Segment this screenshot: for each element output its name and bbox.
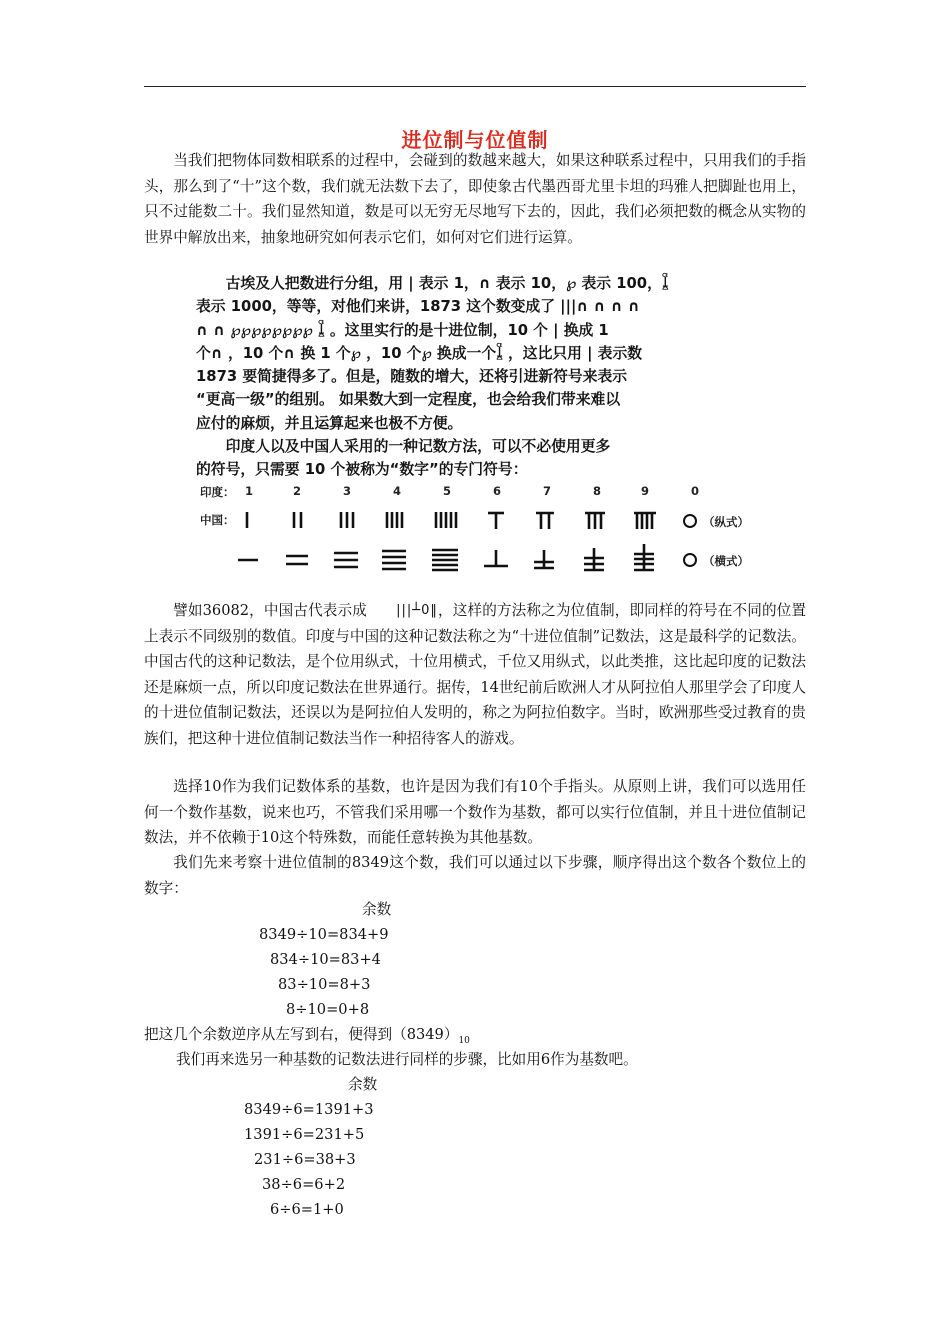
calc6-line: 1391÷6=231+5 <box>244 1126 365 1143</box>
calc10-line: 83÷10=8+3 <box>278 976 371 993</box>
scan-line: 的符号，只需要 10 个被称为“数字”的专门符号： <box>196 461 528 479</box>
calc6-line: 6÷6=1+0 <box>270 1201 344 1218</box>
remainder-label: 余数 <box>362 901 392 918</box>
paragraph-base-choice: 选择10作为我们记数体系的基数，也许是因为我们有10个手指头。从原则上讲，我们可以选用任何一个数作基数，说来也巧，不管我们采用哪一个数作为基数，都可以实行位值制，并且十进位值制记数法，并不依赖于10这个特殊数，而能任意转换为其他基数。 <box>144 778 806 846</box>
rod-horizontal-4 <box>382 551 406 569</box>
india-digit-6: 6 <box>492 484 501 498</box>
calc10-line: 8÷10=0+8 <box>286 1001 370 1018</box>
numeral-table <box>200 484 780 580</box>
rod-horizontal-2 <box>286 556 308 564</box>
rod-horizontal-9 <box>634 544 654 570</box>
scan-line: 应付的麻烦，并且运算起来也极不方便。 <box>196 414 463 432</box>
india-digit-3: 3 <box>342 484 351 498</box>
calc6-line: 38÷6=6+2 <box>262 1176 346 1193</box>
example-prefix: 譬如36082，中国古代表示成 <box>173 602 367 619</box>
rod-vertical-0 <box>684 515 696 527</box>
rod-vertical-4 <box>387 512 402 528</box>
remainder-label-2: 余数 <box>348 1076 378 1093</box>
india-digit-7: 7 <box>542 484 551 498</box>
rod-horizontal-3 <box>334 553 358 567</box>
rod-vertical-6 <box>488 513 504 529</box>
rod-numerals <box>200 484 780 580</box>
calc6-line: 8349÷6=1391+3 <box>244 1101 374 1118</box>
rod-horizontal-8 <box>584 548 604 570</box>
rod-horizontal-6 <box>484 550 508 566</box>
china-label: 中国： <box>200 513 235 527</box>
rod-vertical-8 <box>585 513 605 529</box>
page-title: 进位制与位值制 <box>401 128 549 152</box>
rod-vertical-5 <box>436 512 456 528</box>
scan-line: 1873 要简捷得多了。但是，随数的增大，还将引进新符号来表示 <box>196 368 628 386</box>
india-digit-8: 8 <box>592 484 601 498</box>
india-digit-0: 0 <box>690 484 699 498</box>
india-digit-1: 1 <box>244 484 253 498</box>
scan-line: 表示 1000，等等，对他们来讲，1873 这个数变成了 |||∩ ∩ ∩ ∩ <box>196 298 640 316</box>
calc6-line: 231÷6=38+3 <box>254 1151 356 1168</box>
rod-vertical-3 <box>341 512 353 528</box>
scan-line: 古埃及人把数进行分组，用 | 表示 1，∩ 表示 10，℘ 表示 100，𓆼 <box>225 275 669 292</box>
rod-vertical-9 <box>634 513 656 529</box>
result-text: 把这几个余数逆序从左写到右，便得到（8349） <box>144 1026 459 1043</box>
paragraph-base6-intro: 我们再来选另一种基数的记数法进行同样的步骤，比如用6作为基数吧。 <box>176 1051 638 1068</box>
rod-example-36082: |||┴0‖ <box>396 603 438 619</box>
scan-line: ∩ ∩ ℘℘℘℘℘℘℘℘ 𓆼 。这里实行的是十进位制，10 个 | 换成 1 <box>196 321 609 339</box>
india-label: 印度： <box>200 485 235 499</box>
calc10-line: 8349÷10=834+9 <box>259 926 389 943</box>
paragraph-example-intro: 我们先来考察十进位值制的8349这个数，我们可以通过以下步骤，顺序得出这个数各个数位上的数字： <box>144 854 806 897</box>
rod-horizontal-0 <box>684 554 696 566</box>
india-digit-9: 9 <box>640 484 649 498</box>
paragraph-place-value <box>144 598 806 751</box>
rod-horizontal-5 <box>432 550 458 570</box>
india-digit-2: 2 <box>292 484 301 498</box>
calc10-line: 834÷10=83+4 <box>270 951 381 968</box>
example-rest: ，这样的方法称之为位值制，即同样的符号在不同的位置上表示不同级别的数值。印度与中国的这种记数法称之为“十进位值制”记数法，这是最科学的记数法。中国古代的这种记数法，是个位用纵式，十位用横式，千位又用纵式，以此类推，这比起印度的记数法还是麻烦一点，所以印度记数法在世界通行。据传，14世纪前后欧洲人才从阿拉伯人那里学会了印度人的十进位值制记数法，还误以为是阿拉伯人发明的，称之为阿拉伯数字。当时，欧洲那些受过教育的贵族们，把这种十进位值制记数法当作一种招待客人的游戏。 <box>144 602 806 747</box>
header-rule <box>144 86 806 87</box>
vertical-label: （纵式） <box>703 515 749 529</box>
india-digit-4: 4 <box>392 484 401 498</box>
result-subscript: 10 <box>458 1035 470 1046</box>
rod-horizontal-7 <box>534 550 554 568</box>
paragraph-intro: 当我们把物体同数相联系的过程中，会碰到的数越来越大，如果这种联系过程中，只用我们的手指头，那么到了“十”这个数，我们就无法数下去了，即使象古代墨西哥尤里卡坦的玛雅人把脚趾也用上，只不过能数二十。我们显然知道，数是可以无穷无尽地写下去的，因此，我们必须把数的概念从实物的世界中解放出来，抽象地研究如何表示它们，如何对它们进行运算。 <box>144 152 806 246</box>
india-digit-5: 5 <box>442 484 451 498</box>
rod-vertical-7 <box>536 513 554 529</box>
scan-line: “更高一级”的组别。 如果数大到一定程度，也会给我们带来难以 <box>196 391 621 409</box>
horizontal-label: （横式） <box>703 554 749 568</box>
rod-vertical-2 <box>294 512 301 528</box>
scan-line: 印度人以及中国人采用的一种记数方法，可以不必使用更多 <box>225 438 611 456</box>
scan-line: 个∩ ，10 个∩ 换 1 个℘ ，10 个℘ 换成一个𓆼 ，这比只用 | 表示数 <box>196 344 643 362</box>
